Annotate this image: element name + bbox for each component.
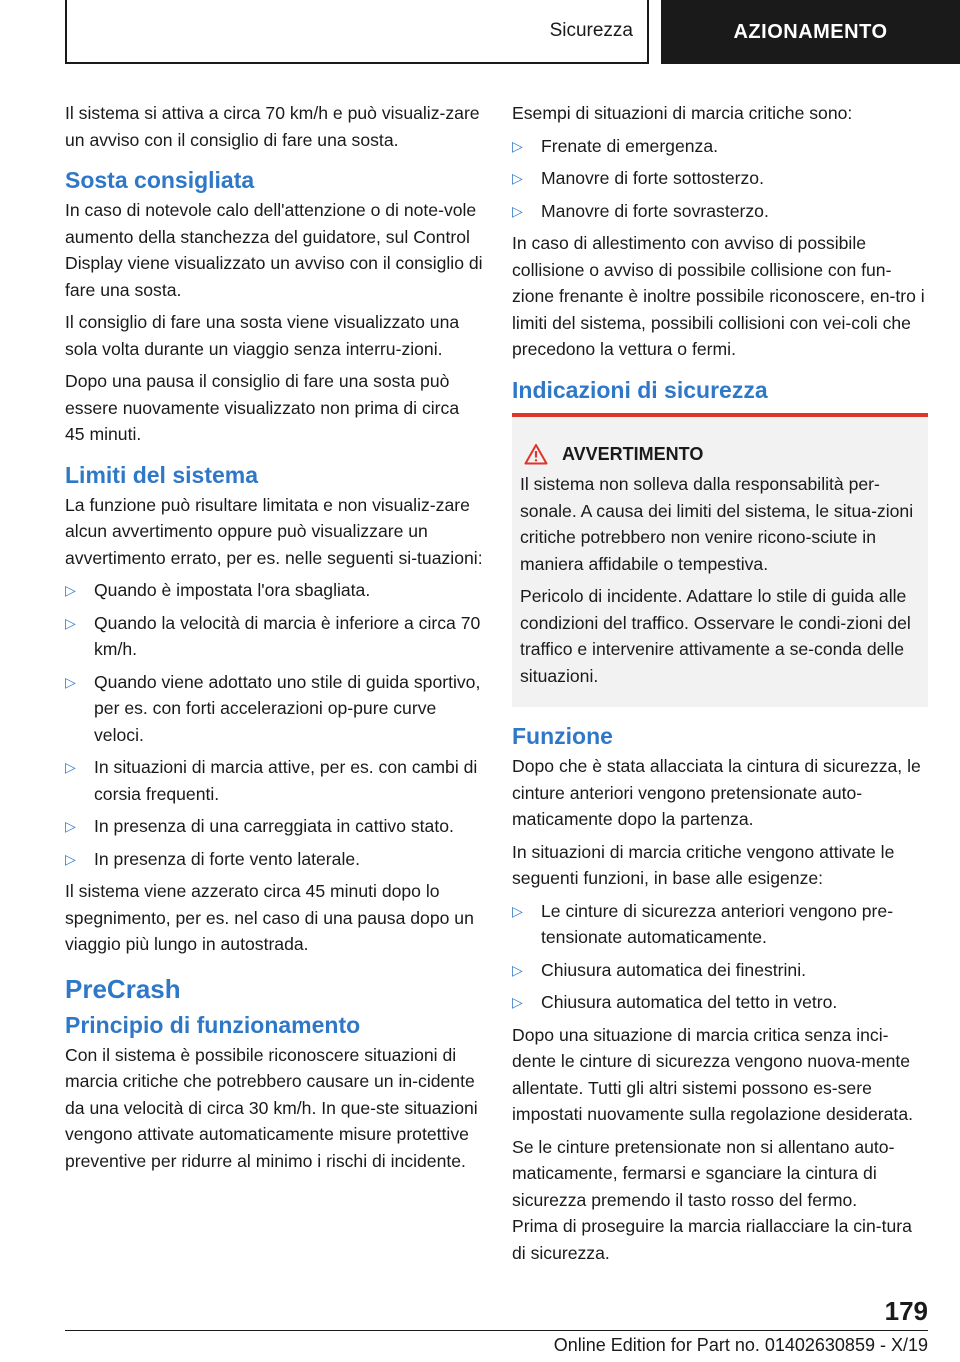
- list-item: ▷ In presenza di forte vento laterale.: [65, 846, 483, 873]
- triangle-right-icon: ▷: [65, 614, 76, 631]
- heading-funzione: Funzione: [512, 723, 613, 749]
- triangle-right-icon: ▷: [65, 850, 76, 867]
- header-section-label: Sicurezza: [549, 20, 633, 41]
- header-chapter-label: AZIONAMENTO: [733, 20, 888, 43]
- warning-title: [520, 441, 920, 468]
- list-item: ▷ Chiusura automatica dei finestrini.: [512, 957, 928, 984]
- list-item: ▷ In presenza di una carreggiata in cattivo stato.: [65, 813, 483, 840]
- dopo-paragraph: Dopo una situazione di marcia critica senza inci-dente le cinture di sicurezza vengono nuova-mente allentate. Tutti gli altri sistemi possono es-sere impostati nuovamente sulla regolazione desiderata.: [512, 1024, 913, 1124]
- list-item: ▷ In situazioni di marcia attive, per es. con cambi di corsia frequenti.: [65, 754, 483, 807]
- list-item: ▷ Quando viene adottato uno stile di guida sportivo, per es. con forti accelerazioni op-pure curve veloci.: [65, 669, 483, 749]
- header-chapter-tab: [661, 0, 960, 64]
- principio-paragraph: Con il sistema è possibile riconoscere situazioni di marcia critiche che potrebbero causare un in-cidente da una velocità di circa 30 km/h. In que-ste situazioni vengono attivate automaticamente misure protettive preventive per ridurre al minimo i rischi di incidente.: [65, 1044, 478, 1171]
- esempi-list: [512, 133, 928, 225]
- warning-box: [512, 413, 928, 708]
- sosta-paragraph-3: Dopo una pausa il consiglio di fare una sosta può essere nuovamente visualizzato non prima di circa 45 minuti.: [65, 371, 460, 444]
- reset-paragraph: Il sistema viene azzerato circa 45 minuti dopo lo spegnimento, per es. nel caso di una pausa dopo un viaggio più lungo in autostrada.: [65, 881, 474, 954]
- triangle-right-icon: ▷: [65, 673, 76, 690]
- list-item: ▷ Frenate di emergenza.: [512, 133, 928, 160]
- list-item: ▷ Le cinture di sicurezza anteriori vengono pre-tensionate automaticamente.: [512, 898, 928, 951]
- list-item: ▷ Quando è impostata l'ora sbagliata.: [65, 577, 483, 604]
- limiti-paragraph: La funzione può risultare limitata e non visualiz-zare alcun avvertimento oppure può visualizzare un avvertimento errato, per es. nelle seguenti si-tuazioni:: [65, 494, 483, 568]
- warning-text-1: Il sistema non solleva dalla responsabilità per-sonale. A causa dei limiti del sistema, le situa-zioni critiche potrebbero non venire ricono-sciute in maniera affidabile o tempestiva.: [520, 474, 914, 574]
- heading-principio-funzionamento: Principio di funzionamento: [65, 1011, 361, 1038]
- triangle-right-icon: ▷: [512, 202, 523, 219]
- allestimento-paragraph: In caso di allestimento con avviso di possibile collisione o avviso di possibile collisione con fun-zione frenante è inoltre possibile riconoscere, en-tro i limiti del sistema, possibili collisioni con vei-coli che precedono la vettura o fermi.: [512, 233, 925, 359]
- sosta-paragraph-1: In caso di notevole calo dell'attenzione o di note-vole aumento della stanchezza del guidatore, sul Control Display viene visualizzato un avviso con il consiglio di fare una sosta.: [65, 200, 483, 300]
- page-number: 179: [884, 1296, 928, 1326]
- right-column: [512, 100, 928, 1272]
- funzione-paragraph-1: Dopo che è stata allacciata la cintura di sicurezza, le cinture anteriori vengono pretensionate auto-maticamente dopo la partenza.: [512, 756, 921, 829]
- funzione-paragraph-2: In situazioni di marcia critiche vengono attivate le seguenti funzioni, in base alle esigenze:: [512, 841, 895, 888]
- triangle-right-icon: ▷: [65, 582, 76, 598]
- heading-sosta-consigliata: Sosta consigliata: [65, 167, 255, 193]
- warning-text-2: Pericolo di incidente. Adattare lo stile di guida alle condizioni del traffico. Osservare le condi-zioni del traffico e intervenire attivamente a se-conda delle situazioni.: [520, 586, 911, 686]
- list-item: ▷ Manovre di forte sovrasterzo.: [512, 198, 928, 225]
- intro-paragraph: Il sistema si attiva a circa 70 km/h e può visualiz-zare un avviso con il consiglio di fare una sosta.: [65, 103, 480, 150]
- left-column: [65, 100, 483, 1180]
- footer-divider: [65, 1330, 928, 1331]
- prima-paragraph: Prima di proseguire la marcia riallacciare la cin-tura di sicurezza.: [512, 1216, 912, 1263]
- warning-triangle-icon: [524, 443, 548, 465]
- triangle-right-icon: ▷: [512, 902, 523, 919]
- footer-edition: Online Edition for Part no. 01402630859 - X/19: [553, 1335, 928, 1355]
- heading-indicazioni-sicurezza: Indicazioni di sicurezza: [512, 376, 768, 403]
- warning-title-label: AVVERTIMENTO: [562, 443, 704, 464]
- list-item: ▷ Chiusura automatica del tetto in vetro.: [512, 989, 928, 1016]
- triangle-right-icon: ▷: [512, 170, 523, 186]
- esempi-paragraph: Esempi di situazioni di marcia critiche sono:: [512, 103, 853, 123]
- list-item: ▷ Manovre di forte sottosterzo.: [512, 165, 928, 192]
- triangle-right-icon: ▷: [65, 818, 76, 834]
- list-item: ▷ Quando la velocità di marcia è inferiore a circa 70 km/h.: [65, 610, 483, 663]
- triangle-right-icon: ▷: [512, 137, 523, 154]
- triangle-right-icon: ▷: [65, 759, 76, 775]
- heading-precrash: PreCrash: [65, 973, 181, 1004]
- heading-limiti-sistema: Limiti del sistema: [65, 461, 259, 488]
- se-paragraph: Se le cinture pretensionate non si allentano auto-maticamente, fermarsi e sganciare la cintura di sicurezza premendo il tasto rosso del fermo.: [512, 1136, 895, 1210]
- funzione-list: [512, 898, 928, 1016]
- triangle-right-icon: ▷: [512, 961, 523, 978]
- triangle-right-icon: ▷: [512, 994, 523, 1010]
- sosta-paragraph-2: Il consiglio di fare una sosta viene visualizzato una sola volta durante un viaggio senza interru-zioni.: [65, 312, 460, 359]
- limiti-list: [65, 577, 483, 872]
- header-section-tab: [65, 0, 649, 64]
